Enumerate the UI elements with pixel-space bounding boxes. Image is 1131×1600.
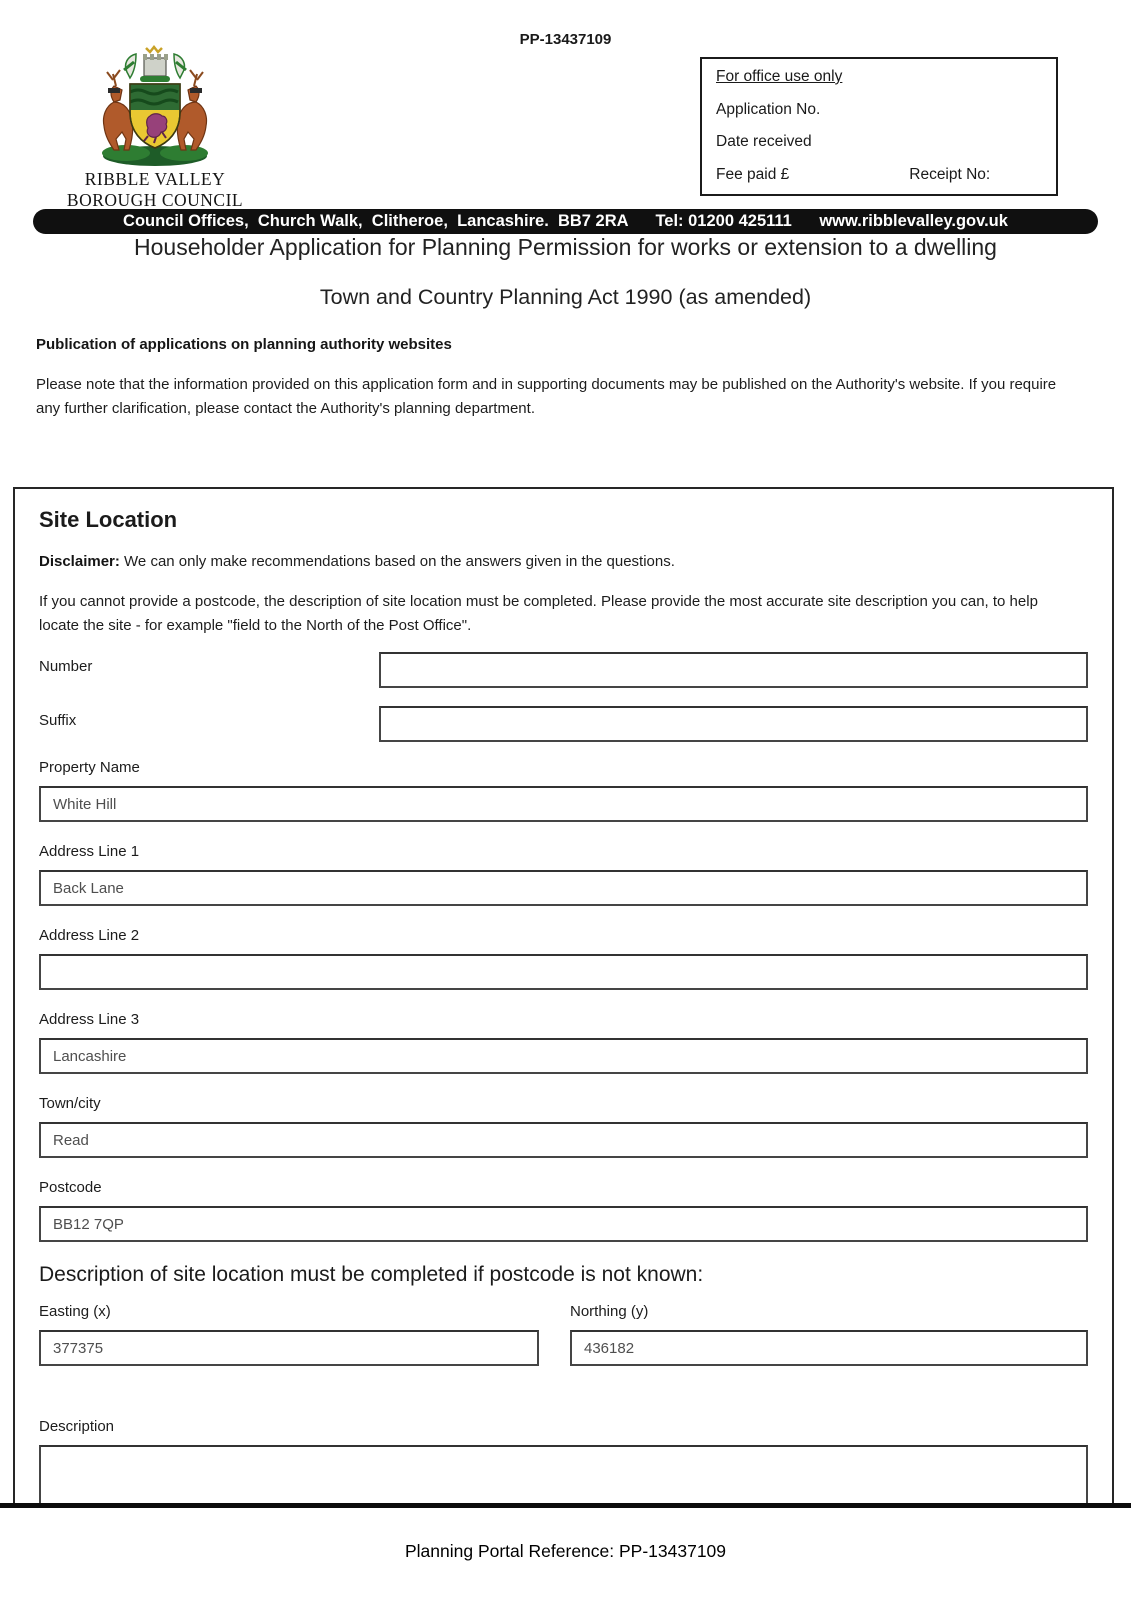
reference-number: PP-13437109 [519,31,612,48]
description-requirement-heading: Description of site location must be completed if postcode is not known: [39,1263,704,1286]
field-stack-address-line-3 [39,1011,1088,1074]
property-name-input[interactable] [39,786,1088,822]
northing-label: Northing (y) [570,1303,649,1320]
address-line-1-label: Address Line 1 [39,843,140,860]
number-label: Number [39,658,93,675]
suffix-input[interactable] [379,706,1088,742]
coordinates-row [39,1303,1088,1366]
address-line-2-label: Address Line 2 [39,927,140,944]
easting-input[interactable] [39,1330,539,1366]
fee-paid-label: Fee paid £ [716,165,790,183]
document-title: Householder Application for Planning Permission for works or extension to a dwelling [134,234,997,260]
site-location-section [13,487,1114,1503]
disclaimer-body: We can only make recommendations based on the answers given in the questions. [119,553,675,570]
date-received-label: Date received [716,133,812,151]
property-name-label: Property Name [39,759,140,776]
address-line-3-input[interactable] [39,1038,1088,1074]
field-stack-description [39,1418,1088,1503]
council-coat-of-arms [80,44,230,168]
address-line-1-input[interactable] [39,870,1088,906]
page-break-line [0,1503,1131,1508]
field-stack-northing [570,1303,1088,1366]
postcode-input[interactable] [39,1206,1088,1242]
suffix-label: Suffix [39,712,77,729]
field-stack-address-line-1 [39,843,1088,906]
number-input[interactable] [379,652,1088,688]
field-stack-easting [39,1303,539,1366]
planning-portal-reference: Planning Portal Reference: PP-13437109 [404,1541,727,1561]
field-row-suffix [39,706,1088,742]
office-use-box [700,57,1058,196]
field-stack-address-line-2 [39,927,1088,990]
description-textarea[interactable] [39,1445,1088,1503]
town-city-label: Town/city [39,1095,101,1112]
field-stack-postcode [39,1179,1088,1242]
publication-note-heading: Publication of applications on planning authority websites [36,336,452,353]
field-stack-town-city [39,1095,1088,1158]
address-line-2-input[interactable] [39,954,1088,990]
description-label: Description [39,1418,115,1435]
council-address-bar: Council Offices, Church Walk, Clitheroe, Lancashire. BB7 2RA Tel: 01200 425111 www.ribblevalley.gov.uk [33,209,1098,234]
council-name-line2: BOROUGH COUNCIL [66,189,244,210]
receipt-no-label: Receipt No: [909,165,991,183]
town-city-input[interactable] [39,1122,1088,1158]
fee-receipt-row [716,166,1042,184]
office-use-title: For office use only [716,68,843,85]
application-no-label: Application No. [716,100,821,118]
address-line-3-label: Address Line 3 [39,1011,140,1028]
document-subtitle: Town and Country Planning Act 1990 (as amended) [319,285,812,309]
field-stack-property-name [39,759,1088,822]
council-name-line1: RIBBLE VALLEY [84,169,226,189]
northing-input[interactable] [570,1330,1088,1366]
easting-label: Easting (x) [39,1303,111,1320]
site-location-intro: If you cannot provide a postcode, the description of site location must be completed. Please provide the most accurate site description you can, to help locate the site - for example "field to the North of the Post Office". [39,593,1038,634]
postcode-label: Postcode [39,1179,102,1196]
publication-note-body: Please note that the information provided on this application form and in supporting documents may be published on the Authority's website. If you require any further clarification, please contact the Authority's planning department. [36,376,1057,417]
disclaimer-text [39,551,1088,572]
council-logo-block [64,44,246,209]
site-location-heading: Site Location [39,507,178,532]
disclaimer-label: Disclaimer: [39,553,120,570]
field-row-number [39,652,1088,688]
